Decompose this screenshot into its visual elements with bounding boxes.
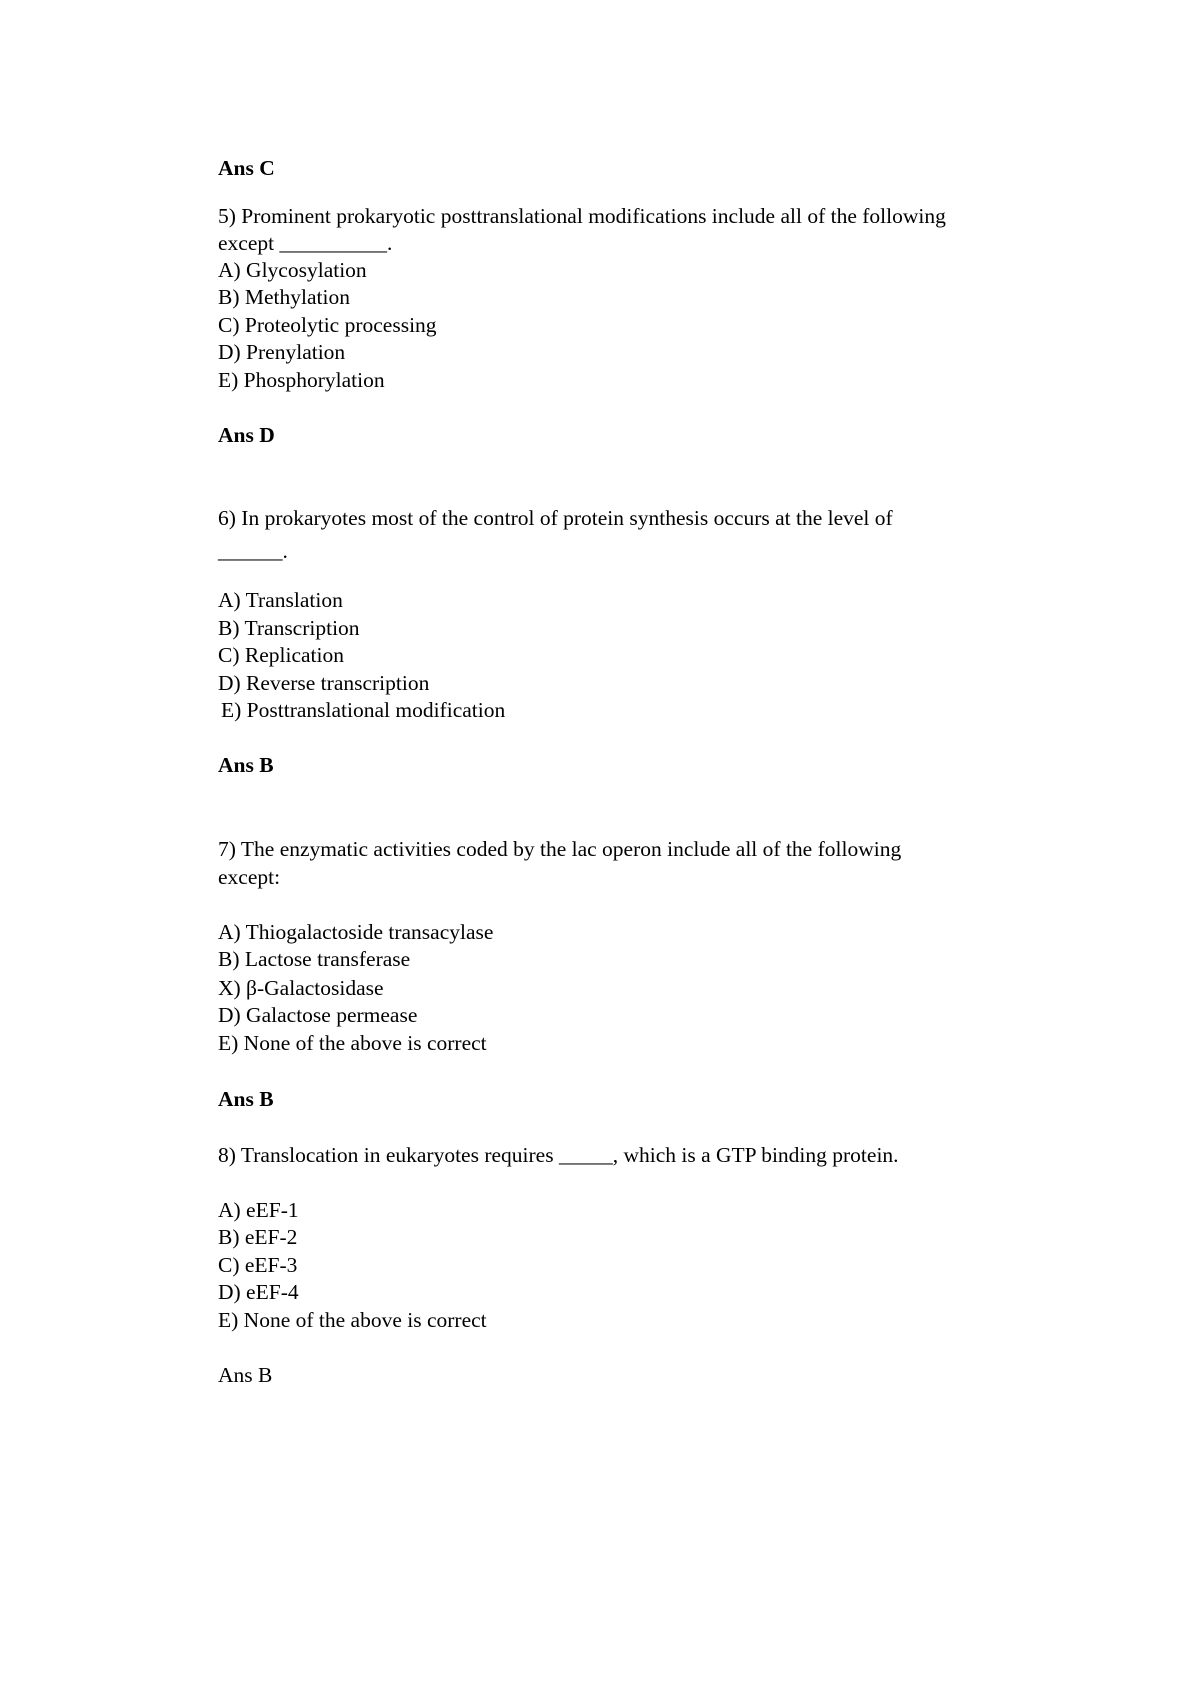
answer-q4: Ans C [218,156,275,180]
option-c: C) Proteolytic processing [218,313,437,337]
option-e: E) Posttranslational modification [221,698,506,722]
option-d: D) eEF-4 [218,1280,299,1304]
option-a: A) eEF-1 [218,1198,299,1222]
option-a: A) Glycosylation [218,258,367,282]
question-text: 6) In prokaryotes most of the control of protein synthesis occurs at the level of [218,506,893,530]
option-d: D) Reverse transcription [218,671,430,695]
option-b: B) eEF-2 [218,1225,298,1249]
option-e: E) None of the above is correct [218,1031,487,1055]
answer: Ans B [218,1087,274,1111]
option-x: X) β-Galactosidase [218,976,384,1000]
option-e: E) None of the above is correct [218,1308,487,1332]
option-b: B) Methylation [218,285,350,309]
option-c: C) eEF-3 [218,1253,298,1277]
answer: Ans B [218,1363,273,1387]
option-e: E) Phosphorylation [218,368,385,392]
answer: Ans B [218,753,274,777]
answer: Ans D [218,423,275,447]
question-text: 7) The enzymatic activities coded by the lac operon include all of the following [218,837,902,861]
question-text: ______. [218,539,288,563]
option-d: D) Galactose permease [218,1003,418,1027]
option-b: B) Transcription [218,616,360,640]
option-a: A) Translation [218,588,343,612]
option-b: B) Lactose transferase [218,947,411,971]
question-text: except: [218,865,281,889]
option-c: C) Replication [218,643,344,667]
question-text: except __________. [218,231,393,255]
option-d: D) Prenylation [218,340,346,364]
question-text: 5) Prominent prokaryotic posttranslational modifications include all of the following [218,204,946,228]
option-a: A) Thiogalactoside transacylase [218,920,494,944]
question-text: 8) Translocation in eukaryotes requires _____, which is a GTP binding protein. [218,1143,899,1167]
